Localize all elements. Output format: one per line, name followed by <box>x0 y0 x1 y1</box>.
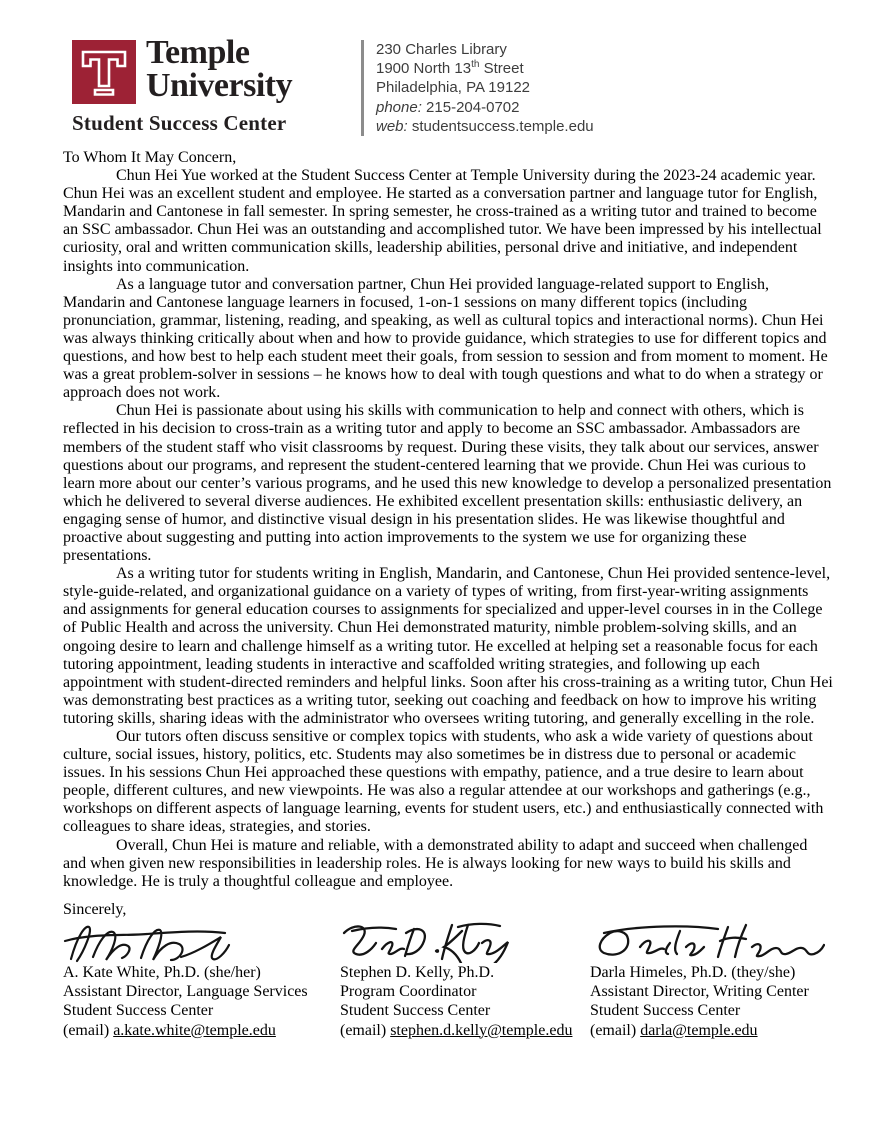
signer-title: Program Coordinator <box>340 983 477 1001</box>
signature-block <box>63 920 833 1040</box>
signer-email-line <box>590 1021 833 1040</box>
signer-email-line <box>340 1021 590 1040</box>
stephen-kelly-signature-icon <box>340 921 545 963</box>
signer-org: Student Success Center <box>63 1002 214 1020</box>
signer-org: Student Success Center <box>590 1002 741 1020</box>
letter-body <box>63 149 833 1040</box>
signer-name: Darla Himeles, Ph.D. (they/she) <box>590 963 796 981</box>
phone-line <box>376 98 594 117</box>
letter-paragraph: Chun Hei Yue worked at the Student Success Center at Temple University during the 2023-24 academic year. Chun Hei was an excellent student and employee. He started as a conversation partner and language tutor for English, Mandarin and Cantonese in fall semester. In spring semester, he cross-trained as a writing tutor and trained to become an SSC ambassador. Chun Hei was an outstanding and accomplished tutor. We have been impressed by his intellectual curiosity, oral and written communication skills, leadership abilities, personal drive and initiative, and independent insights into communication. <box>63 167 822 275</box>
letter-paragraph: Chun Hei is passionate about using his skills with communication to help and connect with others, which is reflected in his decision to cross-train as a writing tutor and apply to become an SSC ambassador. Ambassadors are members of the student staff who visit classrooms by request. During these visits, they talk about our services, answer questions about our programs, and represent the student-centered learning that we provide. Chun Hei was curious to learn more about our center’s various programs, and he used this new knowledge to develop a personalized presentation which he delivered to several diverse audiences. He exhibited excellent presentation skills: enthusiastic delivery, an engaging sense of humor, and distinctive visual design in his presentation slides. He was likewise thoughtful and proactive about suggesting and putting into action improvements to the system we use for organizing these presentations. <box>63 402 832 565</box>
signer-title: Assistant Director, Language Services <box>63 983 308 1001</box>
darla-himeles-signature-icon <box>590 921 825 963</box>
header-divider <box>361 40 364 136</box>
signer-name: Stephen D. Kelly, Ph.D. <box>340 963 495 981</box>
kate-white-signature-icon <box>63 921 233 963</box>
closing: Sincerely, <box>63 900 127 918</box>
signature-column-darla-himeles <box>590 920 833 1040</box>
org-name: Student Success Center <box>72 111 287 135</box>
signature-column-kate-white <box>63 920 340 1040</box>
ordinal-superscript: th <box>471 59 480 71</box>
letter-paragraph: As a writing tutor for students writing in English, Mandarin, and Cantonese, Chun Hei provided sentence-level, style-guide-related, and organizational guidance on a variety of types of writing, from first-year-writing assignments and assignments for general education courses to assignments for specialized and upper-level courses in in the College of Public Health and across the university. Chun Hei demonstrated maturity, nimble problem-solving skills, and an ongoing desire to learn and challenge himself as a writing tutor. He excelled at helping set a reasonable focus for each tutoring appointment, leading students in interactive and scaffolded writing strategies, and following up each appointment with student-directed reminders and helpful links. Soon after his cross-training as a writing tutor, Chun Hei was demonstrating best practices as a writing tutor, seeking out coaching and feedback on how to improve his writing tutoring skills, sharing ideas with the administrator who oversees writing tutoring, and generally excelling in the role. <box>63 565 833 727</box>
signer-title: Assistant Director, Writing Center <box>590 983 809 1001</box>
phone-label: phone: <box>376 98 422 116</box>
wordmark-line1: Temple <box>146 34 250 71</box>
email-label: (email) <box>590 1021 641 1039</box>
letter-paragraph: As a language tutor and conversation partner, Chun Hei provided language-related support to English, Mandarin and Cantonese language learners in focused, 1-on-1 sessions on many different topics (including pronunciation, grammar, listening, reading, and speaking, as well as cultural topics and interactional norms). Chun Hei was always thinking critically about when and how to provide guidance, which strategies to use for different topics and questions, and how best to help each student meet their goals, from session to session and from moment to moment. He was a great problem-solver in sessions – he knows how to deal with tough questions and what to do when a strategy or approach does not work. <box>63 275 828 402</box>
phone-value: 215-204-0702 <box>421 98 520 116</box>
letter-paragraph: Overall, Chun Hei is mature and reliable, with a demonstrated ability to adapt and succeed when challenged and when given new responsibilities in leadership roles. He is always looking for new ways to build his skills and knowledge. He is truly a thoughtful colleague and employee. <box>63 836 808 890</box>
address-line3: Philadelphia, PA 19122 <box>376 79 531 97</box>
university-wordmark <box>146 36 292 102</box>
signer-org: Student Success Center <box>340 1002 491 1020</box>
address-line1: 230 Charles Library <box>376 41 507 58</box>
wordmark-line2: University <box>146 67 293 104</box>
signature-column-stephen-kelly <box>340 920 590 1040</box>
email-link[interactable]: stephen.d.kelly@temple.edu <box>390 1021 573 1039</box>
temple-t-icon <box>72 40 136 104</box>
web-line <box>376 117 594 136</box>
email-link[interactable]: darla@temple.edu <box>640 1021 758 1039</box>
contact-block <box>376 40 594 136</box>
address-line2-text: 1900 North 13 <box>376 60 472 78</box>
web-value: studentsuccess.temple.edu <box>407 117 594 135</box>
email-label: (email) <box>63 1021 114 1039</box>
signer-email-line <box>63 1021 340 1040</box>
letterhead-logo <box>72 34 293 136</box>
address-line2 <box>376 59 594 78</box>
email-label: (email) <box>340 1021 391 1039</box>
salutation: To Whom It May Concern, <box>63 149 237 166</box>
web-label: web: <box>376 117 408 135</box>
letter-paragraph: Our tutors often discuss sensitive or complex topics with students, who ask a wide variety of questions about culture, social issues, history, politics, etc. Students may also sometimes be in distress due to personal or academic issues. In his sessions Chun Hei approached these questions with empathy, patience, and a true desire to learn about people, different cultures, and new viewpoints. He was also a regular attendee at our workshops and gatherings (e.g., workshops on different aspects of language learning, events for student users, etc.) and enthusiastically connected with colleagues to share ideas, strategies, and stories. <box>63 728 824 836</box>
email-link[interactable]: a.kate.white@temple.edu <box>113 1021 276 1039</box>
address-line2-rest: Street <box>479 60 524 78</box>
signer-name: A. Kate White, Ph.D. (she/her) <box>63 963 261 981</box>
